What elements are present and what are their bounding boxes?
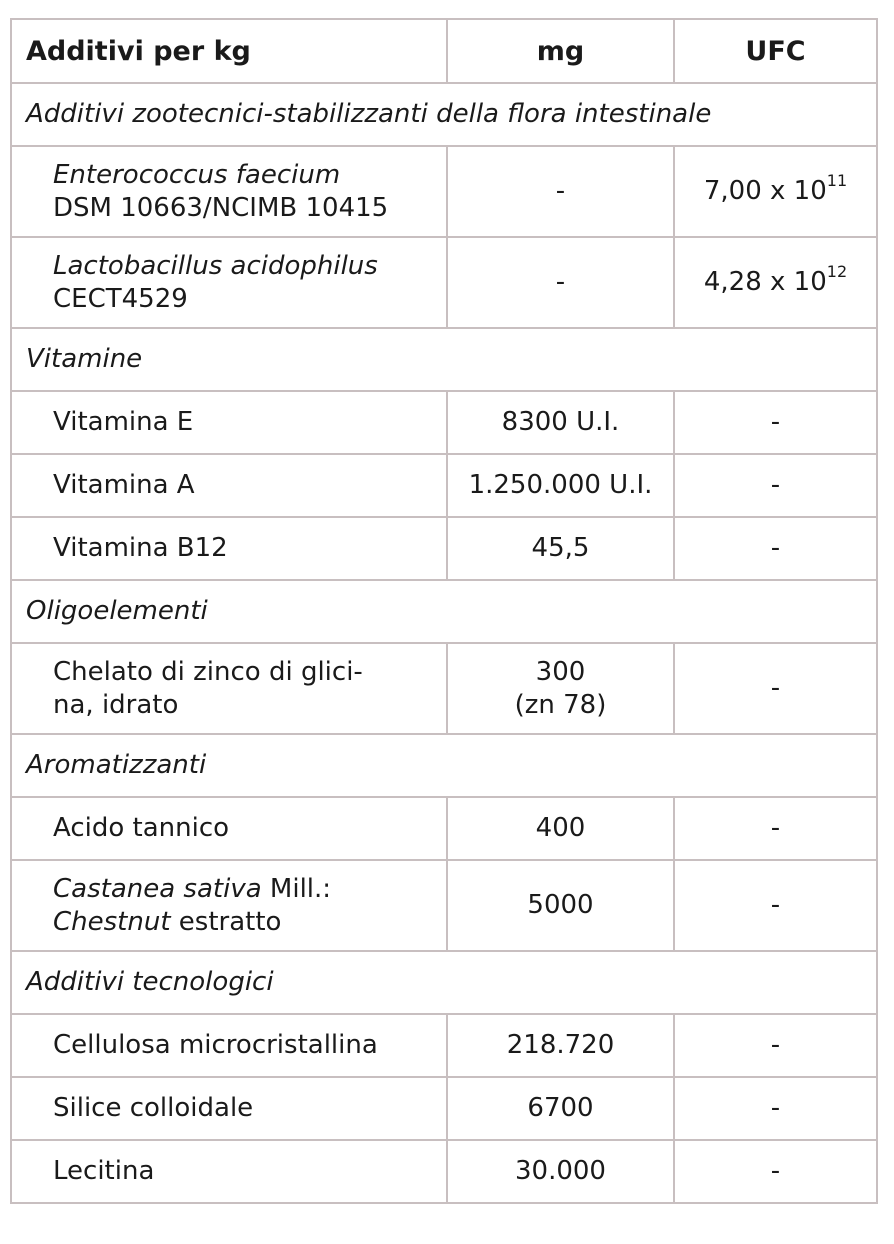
additive-name <box>11 237 447 328</box>
table-row <box>11 643 877 734</box>
mg-value-line2: (zn 78) <box>514 689 607 720</box>
mg-value: 400 <box>447 797 674 860</box>
additive-name-italic: Lactobacillus acidophilus <box>53 250 378 281</box>
table-row <box>11 391 877 454</box>
mg-value: 1.250.000 U.I. <box>447 454 674 517</box>
additive-name-rest: Mill.: <box>261 873 332 904</box>
ufc-value: - <box>674 1014 877 1077</box>
additive-name-line1 <box>53 873 446 906</box>
additive-name: Lecitina <box>11 1140 447 1203</box>
section-title-zootecnici: Additivi zootecnici-stabilizzanti della flora intestinale <box>11 83 877 146</box>
section-row <box>11 734 877 797</box>
mg-value: 5000 <box>447 860 674 951</box>
additives-table <box>10 18 878 1204</box>
table-row <box>11 860 877 951</box>
additive-name-line1: Chelato di zinco di glici- <box>53 656 363 687</box>
table-row <box>11 454 877 517</box>
mg-value <box>447 643 674 734</box>
section-row <box>11 951 877 1014</box>
mg-value: - <box>447 237 674 328</box>
section-title-aromatizzanti: Aromatizzanti <box>11 734 877 797</box>
mg-value: 218.720 <box>447 1014 674 1077</box>
additive-name: Cellulosa microcristallina <box>11 1014 447 1077</box>
ufc-exponent: 11 <box>826 171 848 191</box>
ufc-value: - <box>674 454 877 517</box>
additive-name-italic: Castanea sativa <box>53 873 262 904</box>
additive-name <box>11 643 447 734</box>
additive-name: Vitamina A <box>11 454 447 517</box>
table-header <box>11 19 877 83</box>
ufc-value: - <box>674 1077 877 1140</box>
section-title-oligoelementi: Oligoelementi <box>11 580 877 643</box>
table-row <box>11 1140 877 1203</box>
additive-name-italic: Chestnut <box>53 906 171 937</box>
ufc-value <box>674 146 877 237</box>
mg-value-line1: 300 <box>535 656 586 687</box>
ufc-value <box>674 237 877 328</box>
header-ufc: UFC <box>674 19 877 83</box>
additive-name: Acido tannico <box>11 797 447 860</box>
ufc-base: 7,00 x 10 <box>703 176 827 206</box>
ufc-value: - <box>674 391 877 454</box>
ufc-value: - <box>674 643 877 734</box>
mg-value: 45,5 <box>447 517 674 580</box>
ufc-value: - <box>674 1140 877 1203</box>
mg-value: - <box>447 146 674 237</box>
additive-name: Vitamina B12 <box>11 517 447 580</box>
section-title-vitamine: Vitamine <box>11 328 877 391</box>
mg-value: 6700 <box>447 1077 674 1140</box>
mg-value: 8300 U.I. <box>447 391 674 454</box>
section-title-tecnologici: Additivi tecnologici <box>11 951 877 1014</box>
header-additives: Additivi per kg <box>11 19 447 83</box>
additive-name-line2 <box>53 906 446 939</box>
section-row <box>11 580 877 643</box>
table-row <box>11 517 877 580</box>
table-row <box>11 237 877 328</box>
additive-name <box>11 860 447 951</box>
table-row <box>11 797 877 860</box>
additive-name-strain: CECT4529 <box>53 283 188 314</box>
additive-name-italic: Enterococcus faecium <box>53 159 341 190</box>
additive-name-line2: na, idrato <box>53 689 179 720</box>
additive-name: Vitamina E <box>11 391 447 454</box>
table-row <box>11 146 877 237</box>
ufc-value: - <box>674 797 877 860</box>
additive-name <box>11 146 447 237</box>
table-row <box>11 1077 877 1140</box>
additive-name-rest: estratto <box>170 906 282 937</box>
additive-name-strain: DSM 10663/NCIMB 10415 <box>53 192 389 223</box>
table-row <box>11 1014 877 1077</box>
section-row <box>11 83 877 146</box>
section-row <box>11 328 877 391</box>
ufc-base: 4,28 x 10 <box>703 267 827 297</box>
additive-name: Silice colloidale <box>11 1077 447 1140</box>
mg-value: 30.000 <box>447 1140 674 1203</box>
ufc-value: - <box>674 517 877 580</box>
header-mg: mg <box>447 19 674 83</box>
ufc-value: - <box>674 860 877 951</box>
ufc-exponent: 12 <box>826 262 848 282</box>
